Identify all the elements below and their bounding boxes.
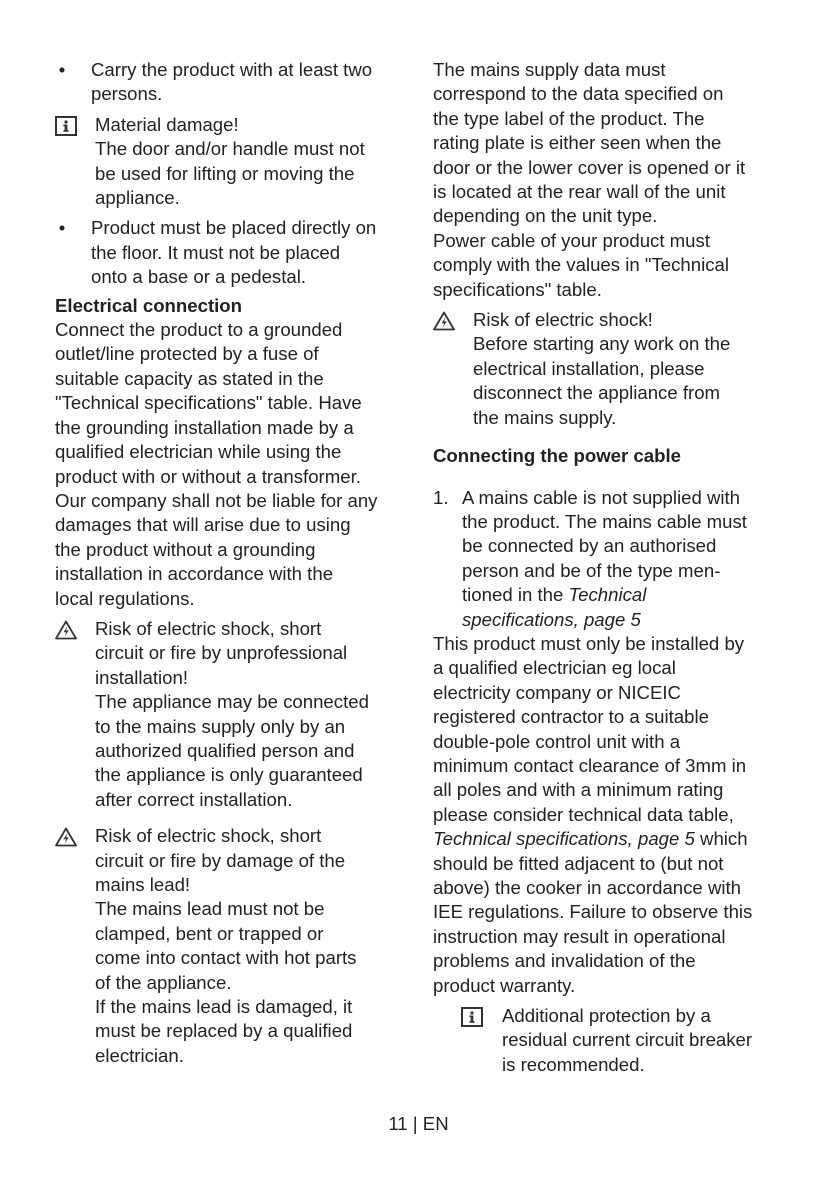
warning-mains-lead-damage [55,824,415,1068]
left-column [55,58,415,1068]
link-technical-specifications[interactable]: Technical [568,584,647,606]
link-technical-specifications-page[interactable]: specifications, page 5 [462,608,641,630]
warning-triangle-icon [55,620,77,640]
step-1 [433,486,793,632]
paragraph-electrical-connection: Connect the product to a grounded outlet/line protected by a fuse of suitable capacity as stated in the "Technical specifications" table. Have the grounding installation made by a qualified electrician while using the product with or without a transformer. Our company shall not be liable for any damages that will arise due to using the product without a grounding installation in accordance with the local regulations. [55,319,378,609]
step-1-text: A mains cable is not supplied with the product. The mains cable must be connected by an authorised person and be of the type men- tioned in the Technical specifications, page 5 [462,486,747,630]
heading-connecting-power-cable: Connecting the power cable [433,445,681,467]
bullet-carry [55,58,415,107]
warning-triangle-icon [433,311,455,331]
paragraph-installation-requirements: This product must only be installed by a qualified electrician eg local electricity company or NICEIC registered contractor to a suitable double-pole control unit with a minimum contact clearance of 3mm in all poles and with a minimum rating please consider technical data table, Technical specifications, page 5 which should be fitted adjacent to (but not above) the cooker in accordance with IEE regulations. Failure to observe this instruction may result in operational problems and invalidation of the product warranty. [433,632,753,996]
note-material-damage [55,113,415,211]
link-technical-specifications-inline[interactable]: Technical specifications, page 5 [433,828,695,850]
note-material-damage-text: Material damage! The door and/or handle must not be used for lifting or moving the appliance. [95,113,365,209]
note-additional-protection-text: Additional protection by a residual current circuit breaker is recommended. [502,1005,753,1075]
warning-triangle-icon [55,827,77,847]
bullet-placement [55,216,415,289]
info-icon [461,1007,483,1027]
bullet-carry-text: Carry the product with at least two persons. [91,59,373,105]
bullet-placement-text: Product must be placed directly on the floor. It must not be placed onto a base or a pedestal. [91,217,377,288]
note-additional-protection [461,1004,793,1077]
heading-electrical-connection: Electrical connection [55,294,243,316]
page-footer: 11 | EN [388,1113,449,1134]
warning-mains-lead-damage-text: Risk of electric shock, short circuit or fire by damage of the mains lead! The mains lead must not be clamped, bent or trapped or come into contact with hot parts of the appliance. If the mains lead is damaged, it must be replaced by a qualified electrician. [95,825,357,1066]
warning-unprofessional-installation-text: Risk of electric shock, short circuit or fire by unprofessional installation! The appliance may be connected to the mains supply only by an authorized qualified person and the appliance is only guaranteed after correct installation. [95,617,369,810]
bullet-dot: • [58,59,66,80]
warning-unprofessional-installation [55,617,415,812]
right-column [433,58,793,1077]
warning-electric-shock [433,308,793,430]
info-icon [55,116,77,136]
bullet-dot: • [58,217,66,239]
warning-electric-shock-text: Risk of electric shock! Before starting any work on the electrical installation, please disconnect the appliance from the mains supply. [473,309,731,428]
step-number: 1. [433,486,449,508]
paragraph-mains-supply-data: The mains supply data must correspond to the data specified on the type label of the product. The rating plate is either seen when the door or the lower cover is opened or it is located at the rear wall of the unit depending on the unit type. Power cable of your product must comply with the values in "Technical specifications" table. [433,59,746,300]
